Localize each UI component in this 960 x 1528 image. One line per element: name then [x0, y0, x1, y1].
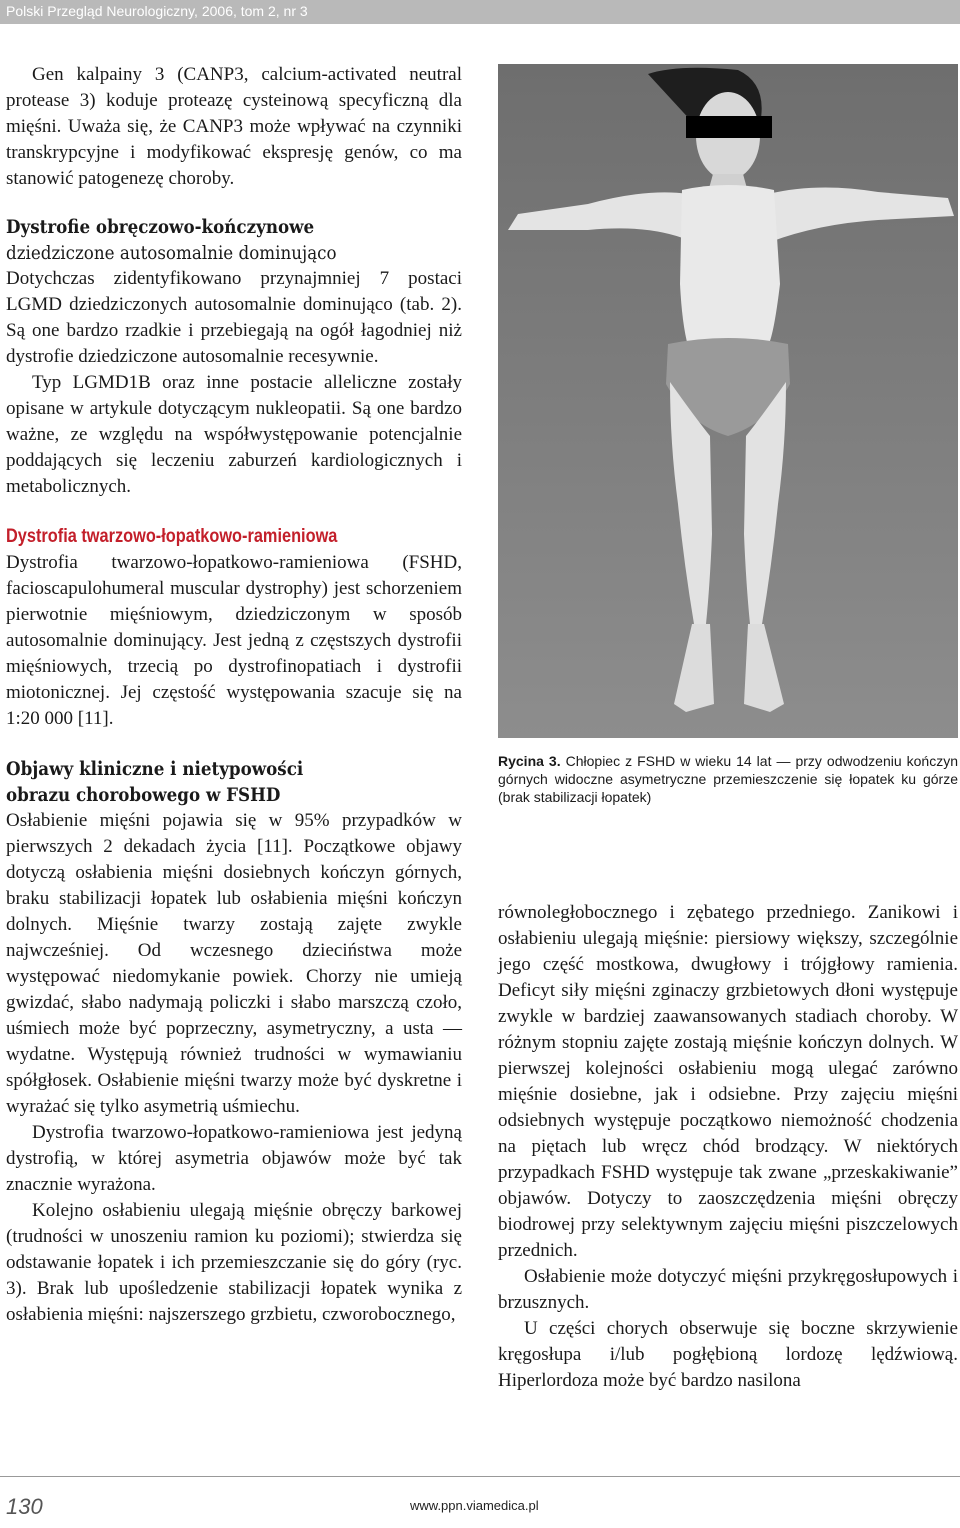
right-column [498, 900, 958, 1394]
figure-caption [498, 752, 958, 806]
page-number: 130 [6, 1494, 43, 1519]
footer-url: www.ppn.viamedica.pl [410, 1498, 539, 1513]
paragraph-shoulder-girdle: Kolejno osłabieniu ulegają mięśnie obręczy barkowej (trudności w unoszeniu ramion ku poziomi); stwierdza się odstawanie łopatek i ich przemieszczanie się do góry (ryc. 3). Brak lub upośledzenie stabilizacji łopatek wynika z osłabienia mięśni: najszerszego grzbietu, czworobocznego, [6, 1200, 462, 1325]
paragraph-right-muscles: równoległobocznego i zębatego przedniego. Zanikowi i osłabieniu ulegają mięśnie: piersiowy większy, szczególnie jego część mostkowa, dwugłowy i trójgłowy ramienia. Deficyt siły mięśni zginaczy grzbietowych dłoni występuje zwykle w bardziej zaawansowanych stadiach choroby. W różnym stopniu zajęte zostają mięśnie kończyn dolnych. W pierwszej kolejności osłabieniu mogą ulegać zarówno mięśnie dosiebne, jak i odsiebne. Przy zajęciu mięśni odsiebnych występuje początkowo niemożność chodzenia na piętach lub wręcz chód brodzący. W niektórych przypadkach FSHD występuje tak zwane „przeskakiwanie” objawów. Dotyczy to zaoszczędzenia mięśni obręczy biodrowej przy selektywnym zajęciu mięśni piszczelowych przednich. [498, 902, 958, 1261]
footer-divider [0, 1476, 960, 1477]
heading-symptoms-2: obrazu chorobowego w FSHD [6, 784, 281, 806]
paragraph-fshd-intro: Dystrofia twarzowo-łopatkowo-ramieniowa (FSHD, facioscapulohumeral muscular dystrophy) jest schorzeniem pierwotnie mięśniowym, dziedziczonym w sposób autosomalnie dominujący. Jest jedną z częstszych dystrofii mięśniowych, trzecią po dystrofinopatiach i dystrofii miotonicznej. Jej częstość występowania szacuje się na 1:20 000 [11]. [6, 552, 462, 729]
paragraph-calpain: Gen kalpainy 3 (CANP3, calcium-activated neutral protease 3) koduje proteazę cysteinową specyficzną dla mięśni. Uważa się, że CANP3 może wpływać na czynniki transkrypcyjne i modyfikować ekspresję genów, co ma stanowić patogenezę choroby. [6, 64, 462, 189]
paragraph-lgmd-forms: Dotychczas zidentyfikowano przynajmniej 7 postaci LGMD dziedziczonych autosomalnie dominująco (tab. 2). Są one bardzo rzadkie i przebiegają na ogół łagodniej niż dystrofie dziedziczone autosomalnie recesywnie. [6, 268, 462, 367]
left-column [6, 62, 462, 1328]
heading-lgmd-dominant-2: dziedziczone autosomalnie dominująco [6, 242, 337, 264]
paragraph-asymmetry: Dystrofia twarzowo-łopatkowo-ramieniowa jest jedyną dystrofią, w której asymetria objawów może być tak znacznie wyrażona. [6, 1122, 462, 1195]
paragraph-symptoms: Osłabienie mięśni pojawia się w 95% przypadków w pierwszych 2 dekadach życia [11]. Początkowe objawy dotyczą osłabienia mięśni dosiebnych kończyn górnych, braku stabilizacji łopatek lub osłabienia mięśni kończyn dolnych. Mięśnie twarzy zostają zajęte zwykle najwcześniej. Od wczesnego dzieciństwa może występować niedomykanie powiek. Chorzy nie umieją gwizdać, słabo nadymają policzki i słabo marszczą czoło, uśmiech może być poprzeczny, asymetryczny, a usta — wydatne. Występują również trudności w wymawianiu spółgłosek. Osłabienie mięśni twarzy może być dyskretne i wyrażać się tylko asymetrią uśmiechu. [6, 810, 462, 1117]
paragraph-lgmd1b: Typ LGMD1B oraz inne postacie alleliczne zostały opisane w artykule dotyczącym nukleopatii. Są one bardzo ważne, ze względu na współwystępowanie potencjalnie poddających się leczeniu zaburzeń kardiologicznych i metabolicznych. [6, 372, 462, 497]
figure-caption-text: Chłopiec z FSHD w wieku 14 lat — przy odwodzeniu kończyn górnych widoczne asymetryczne przemieszczenie się łopatek ku górze (brak stabilizacji łopatek) [498, 753, 959, 805]
paragraph-right-scoliosis: U części chorych obserwuje się boczne skrzywienie kręgosłupa i/lub pogłębioną lordozę lędźwiową. Hiperlordoza może być bardzo nasilona [498, 1318, 958, 1391]
heading-lgmd-dominant-1: Dystrofie obręczowo-kończynowe [6, 216, 315, 238]
paragraph-right-paraspinal: Osłabienie może dotyczyć mięśni przykręgosłupowych i brzusznych. [498, 1266, 958, 1313]
heading-symptoms-1: Objawy kliniczne i nietypowości [6, 758, 304, 780]
heading-fshd: Dystrofia twarzowo-łopatkowo-ramieniowa [6, 526, 338, 547]
figure-label: Rycina 3. [498, 753, 561, 769]
journal-title: Polski Przegląd Neurologiczny, 2006, tom 2, nr 3 [6, 3, 308, 19]
journal-header [0, 0, 960, 24]
patient-photo [498, 64, 958, 738]
